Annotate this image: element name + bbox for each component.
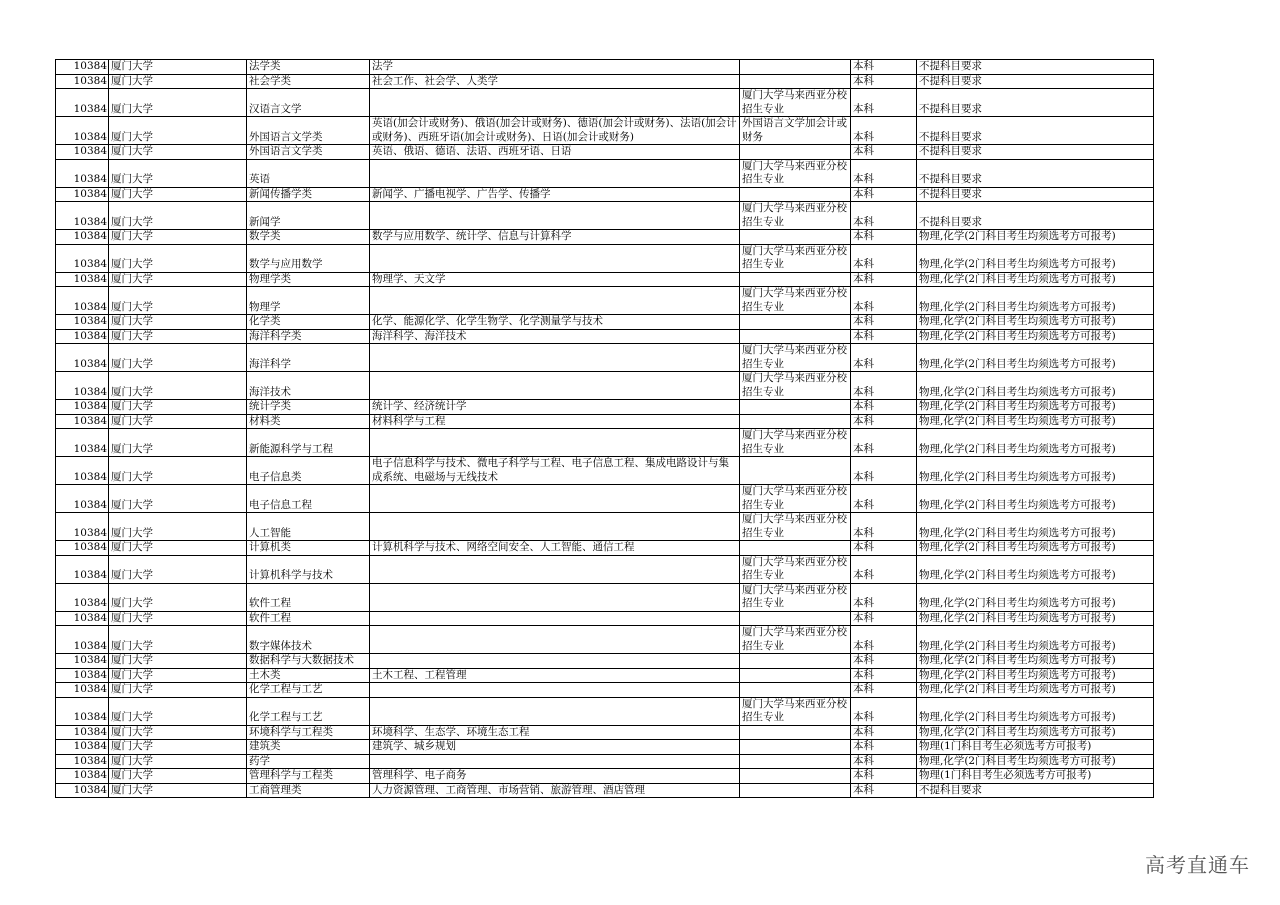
table-row — [56, 611, 1154, 626]
school-name-cell: 厦门大学 — [109, 457, 247, 485]
table-row — [56, 754, 1154, 769]
remarks-cell — [740, 230, 851, 245]
major-category-cell: 新闻传播学类 — [247, 187, 370, 202]
included-majors-cell — [370, 611, 740, 626]
major-category-cell: 外国语言文学类 — [247, 145, 370, 160]
remarks-cell: 厦门大学马来西亚分校招生专业 — [740, 202, 851, 230]
included-majors-cell: 电子信息科学与技术、微电子科学与工程、电子信息工程、集成电路设计与集成系统、电磁场与无线技术 — [370, 457, 740, 485]
school-name-cell: 厦门大学 — [109, 60, 247, 75]
school-name-cell: 厦门大学 — [109, 654, 247, 669]
table-row — [56, 287, 1154, 315]
included-majors-cell: 土木工程、工程管理 — [370, 668, 740, 683]
school-name-cell: 厦门大学 — [109, 513, 247, 541]
level-cell: 本科 — [851, 541, 917, 556]
school-name-cell: 厦门大学 — [109, 725, 247, 740]
school-code-cell: 10384 — [56, 429, 109, 457]
subject-requirement-cell: 不提科目要求 — [917, 117, 1154, 145]
level-cell: 本科 — [851, 754, 917, 769]
subject-requirement-cell: 物理,化学(2门科目考生均须选考方可报考) — [917, 754, 1154, 769]
level-cell: 本科 — [851, 89, 917, 117]
school-name-cell: 厦门大学 — [109, 583, 247, 611]
table-row — [56, 187, 1154, 202]
table-row — [56, 769, 1154, 784]
school-code-cell: 10384 — [56, 769, 109, 784]
school-name-cell: 厦门大学 — [109, 414, 247, 429]
major-category-cell: 数学类 — [247, 230, 370, 245]
school-code-cell: 10384 — [56, 329, 109, 344]
remarks-cell — [740, 145, 851, 160]
table-row — [56, 60, 1154, 75]
school-name-cell: 厦门大学 — [109, 159, 247, 187]
major-category-cell: 数字媒体技术 — [247, 626, 370, 654]
subject-requirement-cell: 物理,化学(2门科目考生均须选考方可报考) — [917, 429, 1154, 457]
table-row — [56, 315, 1154, 330]
level-cell: 本科 — [851, 60, 917, 75]
major-category-cell: 化学工程与工艺 — [247, 697, 370, 725]
school-code-cell: 10384 — [56, 754, 109, 769]
remarks-cell: 厦门大学马来西亚分校招生专业 — [740, 287, 851, 315]
school-name-cell: 厦门大学 — [109, 683, 247, 698]
included-majors-cell — [370, 626, 740, 654]
level-cell: 本科 — [851, 400, 917, 415]
subject-requirement-cell: 物理(1门科目考生必须选考方可报考) — [917, 740, 1154, 755]
table-row — [56, 740, 1154, 755]
subject-requirement-cell: 物理,化学(2门科目考生均须选考方可报考) — [917, 244, 1154, 272]
major-category-cell: 数据科学与大数据技术 — [247, 654, 370, 669]
school-code-cell: 10384 — [56, 159, 109, 187]
level-cell: 本科 — [851, 611, 917, 626]
included-majors-cell — [370, 583, 740, 611]
remarks-cell — [740, 60, 851, 75]
major-category-cell: 物理学 — [247, 287, 370, 315]
level-cell: 本科 — [851, 485, 917, 513]
subject-requirement-cell: 物理,化学(2门科目考生均须选考方可报考) — [917, 654, 1154, 669]
remarks-cell — [740, 668, 851, 683]
major-category-cell: 计算机类 — [247, 541, 370, 556]
included-majors-cell: 英语、俄语、德语、法语、西班牙语、日语 — [370, 145, 740, 160]
school-name-cell: 厦门大学 — [109, 541, 247, 556]
major-category-cell: 人工智能 — [247, 513, 370, 541]
school-code-cell: 10384 — [56, 626, 109, 654]
subject-requirement-cell: 物理,化学(2门科目考生均须选考方可报考) — [917, 611, 1154, 626]
school-name-cell: 厦门大学 — [109, 668, 247, 683]
remarks-cell — [740, 74, 851, 89]
table-row — [56, 400, 1154, 415]
school-code-cell: 10384 — [56, 555, 109, 583]
remarks-cell — [740, 611, 851, 626]
subject-requirement-cell: 物理,化学(2门科目考生均须选考方可报考) — [917, 513, 1154, 541]
included-majors-cell: 管理科学、电子商务 — [370, 769, 740, 784]
subject-requirement-cell: 物理,化学(2门科目考生均须选考方可报考) — [917, 697, 1154, 725]
school-name-cell: 厦门大学 — [109, 372, 247, 400]
level-cell: 本科 — [851, 457, 917, 485]
remarks-cell: 外国语言文学加会计或财务 — [740, 117, 851, 145]
table-row — [56, 329, 1154, 344]
school-code-cell: 10384 — [56, 117, 109, 145]
level-cell: 本科 — [851, 272, 917, 287]
included-majors-cell: 新闻学、广播电视学、广告学、传播学 — [370, 187, 740, 202]
school-code-cell: 10384 — [56, 583, 109, 611]
major-category-cell: 土木类 — [247, 668, 370, 683]
subject-requirement-cell: 不提科目要求 — [917, 60, 1154, 75]
subject-requirement-cell: 不提科目要求 — [917, 89, 1154, 117]
subject-requirement-cell: 物理,化学(2门科目考生均须选考方可报考) — [917, 400, 1154, 415]
remarks-cell: 厦门大学马来西亚分校招生专业 — [740, 697, 851, 725]
table-row — [56, 159, 1154, 187]
table-row — [56, 513, 1154, 541]
table-row — [56, 244, 1154, 272]
included-majors-cell — [370, 159, 740, 187]
included-majors-cell: 化学、能源化学、化学生物学、化学测量学与技术 — [370, 315, 740, 330]
remarks-cell — [740, 541, 851, 556]
table-row — [56, 697, 1154, 725]
major-category-cell: 化学类 — [247, 315, 370, 330]
included-majors-cell: 建筑学、城乡规划 — [370, 740, 740, 755]
school-name-cell: 厦门大学 — [109, 400, 247, 415]
major-category-cell: 物理学类 — [247, 272, 370, 287]
table-row — [56, 414, 1154, 429]
remarks-cell: 厦门大学马来西亚分校招生专业 — [740, 372, 851, 400]
table-row — [56, 725, 1154, 740]
school-code-cell: 10384 — [56, 145, 109, 160]
remarks-cell: 厦门大学马来西亚分校招生专业 — [740, 555, 851, 583]
school-name-cell: 厦门大学 — [109, 315, 247, 330]
subject-requirement-cell: 物理,化学(2门科目考生均须选考方可报考) — [917, 230, 1154, 245]
school-code-cell: 10384 — [56, 287, 109, 315]
table-row — [56, 145, 1154, 160]
major-category-cell: 环境科学与工程类 — [247, 725, 370, 740]
school-name-cell: 厦门大学 — [109, 344, 247, 372]
school-name-cell: 厦门大学 — [109, 429, 247, 457]
level-cell: 本科 — [851, 159, 917, 187]
school-name-cell: 厦门大学 — [109, 187, 247, 202]
major-category-cell: 新能源科学与工程 — [247, 429, 370, 457]
level-cell: 本科 — [851, 344, 917, 372]
school-name-cell: 厦门大学 — [109, 740, 247, 755]
major-category-cell: 材料类 — [247, 414, 370, 429]
major-category-cell: 软件工程 — [247, 611, 370, 626]
remarks-cell: 厦门大学马来西亚分校招生专业 — [740, 344, 851, 372]
school-name-cell: 厦门大学 — [109, 202, 247, 230]
major-category-cell: 药学 — [247, 754, 370, 769]
school-code-cell: 10384 — [56, 611, 109, 626]
subject-requirement-cell: 物理,化学(2门科目考生均须选考方可报考) — [917, 583, 1154, 611]
remarks-cell: 厦门大学马来西亚分校招生专业 — [740, 583, 851, 611]
major-category-cell: 数学与应用数学 — [247, 244, 370, 272]
table-row — [56, 654, 1154, 669]
included-majors-cell — [370, 683, 740, 698]
subject-requirement-cell: 不提科目要求 — [917, 74, 1154, 89]
remarks-cell — [740, 769, 851, 784]
major-category-cell: 统计学类 — [247, 400, 370, 415]
included-majors-cell — [370, 89, 740, 117]
table-row — [56, 668, 1154, 683]
school-name-cell: 厦门大学 — [109, 329, 247, 344]
table-row — [56, 457, 1154, 485]
school-code-cell: 10384 — [56, 202, 109, 230]
level-cell: 本科 — [851, 783, 917, 798]
remarks-cell: 厦门大学马来西亚分校招生专业 — [740, 513, 851, 541]
level-cell: 本科 — [851, 372, 917, 400]
school-code-cell: 10384 — [56, 783, 109, 798]
school-code-cell: 10384 — [56, 187, 109, 202]
major-category-cell: 电子信息工程 — [247, 485, 370, 513]
subject-requirement-cell: 物理,化学(2门科目考生均须选考方可报考) — [917, 485, 1154, 513]
table-row — [56, 783, 1154, 798]
level-cell: 本科 — [851, 117, 917, 145]
remarks-cell — [740, 725, 851, 740]
level-cell: 本科 — [851, 668, 917, 683]
remarks-cell: 厦门大学马来西亚分校招生专业 — [740, 626, 851, 654]
subject-requirement-cell: 物理,化学(2门科目考生均须选考方可报考) — [917, 414, 1154, 429]
school-code-cell: 10384 — [56, 244, 109, 272]
included-majors-cell — [370, 555, 740, 583]
level-cell: 本科 — [851, 315, 917, 330]
school-code-cell: 10384 — [56, 230, 109, 245]
remarks-cell — [740, 783, 851, 798]
table-row — [56, 117, 1154, 145]
table-row — [56, 485, 1154, 513]
included-majors-cell: 统计学、经济统计学 — [370, 400, 740, 415]
subject-requirement-cell: 不提科目要求 — [917, 145, 1154, 160]
table-row — [56, 683, 1154, 698]
school-code-cell: 10384 — [56, 89, 109, 117]
school-name-cell: 厦门大学 — [109, 697, 247, 725]
school-name-cell: 厦门大学 — [109, 485, 247, 513]
table-row — [56, 344, 1154, 372]
school-name-cell: 厦门大学 — [109, 611, 247, 626]
included-majors-cell: 环境科学、生态学、环境生态工程 — [370, 725, 740, 740]
subject-requirement-cell: 不提科目要求 — [917, 202, 1154, 230]
major-category-cell: 软件工程 — [247, 583, 370, 611]
level-cell: 本科 — [851, 654, 917, 669]
level-cell: 本科 — [851, 513, 917, 541]
school-code-cell: 10384 — [56, 457, 109, 485]
subject-requirement-cell: 物理,化学(2门科目考生均须选考方可报考) — [917, 626, 1154, 654]
included-majors-cell — [370, 372, 740, 400]
watermark-text: 高考直通车 — [1145, 853, 1250, 877]
school-name-cell: 厦门大学 — [109, 230, 247, 245]
major-category-cell: 建筑类 — [247, 740, 370, 755]
included-majors-cell: 数学与应用数学、统计学、信息与计算科学 — [370, 230, 740, 245]
level-cell: 本科 — [851, 769, 917, 784]
major-category-cell: 法学类 — [247, 60, 370, 75]
included-majors-cell — [370, 654, 740, 669]
remarks-cell — [740, 754, 851, 769]
school-code-cell: 10384 — [56, 414, 109, 429]
remarks-cell — [740, 315, 851, 330]
included-majors-cell — [370, 344, 740, 372]
school-name-cell: 厦门大学 — [109, 145, 247, 160]
school-code-cell: 10384 — [56, 315, 109, 330]
school-code-cell: 10384 — [56, 683, 109, 698]
subject-requirement-cell: 物理(1门科目考生必须选考方可报考) — [917, 769, 1154, 784]
subject-requirement-cell: 物理,化学(2门科目考生均须选考方可报考) — [917, 372, 1154, 400]
table-row — [56, 372, 1154, 400]
remarks-cell — [740, 654, 851, 669]
table-row — [56, 583, 1154, 611]
level-cell: 本科 — [851, 697, 917, 725]
included-majors-cell — [370, 513, 740, 541]
subject-requirement-cell: 物理,化学(2门科目考生均须选考方可报考) — [917, 315, 1154, 330]
included-majors-cell — [370, 244, 740, 272]
included-majors-cell: 人力资源管理、工商管理、市场营销、旅游管理、酒店管理 — [370, 783, 740, 798]
subject-requirement-cell: 物理,化学(2门科目考生均须选考方可报考) — [917, 541, 1154, 556]
level-cell: 本科 — [851, 626, 917, 654]
remarks-cell — [740, 414, 851, 429]
subject-requirement-cell: 不提科目要求 — [917, 159, 1154, 187]
subject-requirement-cell: 物理,化学(2门科目考生均须选考方可报考) — [917, 272, 1154, 287]
included-majors-cell: 海洋科学、海洋技术 — [370, 329, 740, 344]
school-name-cell: 厦门大学 — [109, 555, 247, 583]
major-category-cell: 管理科学与工程类 — [247, 769, 370, 784]
school-code-cell: 10384 — [56, 400, 109, 415]
remarks-cell: 厦门大学马来西亚分校招生专业 — [740, 159, 851, 187]
included-majors-cell: 法学 — [370, 60, 740, 75]
level-cell: 本科 — [851, 74, 917, 89]
level-cell: 本科 — [851, 230, 917, 245]
school-name-cell: 厦门大学 — [109, 783, 247, 798]
remarks-cell — [740, 400, 851, 415]
school-name-cell: 厦门大学 — [109, 769, 247, 784]
level-cell: 本科 — [851, 329, 917, 344]
school-name-cell: 厦门大学 — [109, 754, 247, 769]
table-row — [56, 626, 1154, 654]
table-row — [56, 541, 1154, 556]
included-majors-cell — [370, 485, 740, 513]
remarks-cell — [740, 683, 851, 698]
school-code-cell: 10384 — [56, 697, 109, 725]
included-majors-cell: 材料科学与工程 — [370, 414, 740, 429]
table-row — [56, 230, 1154, 245]
major-category-cell: 化学工程与工艺 — [247, 683, 370, 698]
subject-requirement-cell: 物理,化学(2门科目考生均须选考方可报考) — [917, 344, 1154, 372]
subject-requirement-cell: 物理,化学(2门科目考生均须选考方可报考) — [917, 725, 1154, 740]
school-name-cell: 厦门大学 — [109, 272, 247, 287]
school-code-cell: 10384 — [56, 60, 109, 75]
table-row — [56, 555, 1154, 583]
major-category-cell: 新闻学 — [247, 202, 370, 230]
major-category-cell: 外国语言文学类 — [247, 117, 370, 145]
table-row — [56, 74, 1154, 89]
remarks-cell: 厦门大学马来西亚分校招生专业 — [740, 485, 851, 513]
admission-table — [55, 59, 1154, 798]
included-majors-cell — [370, 287, 740, 315]
school-name-cell: 厦门大学 — [109, 74, 247, 89]
level-cell: 本科 — [851, 187, 917, 202]
level-cell: 本科 — [851, 555, 917, 583]
table-row — [56, 272, 1154, 287]
level-cell: 本科 — [851, 725, 917, 740]
included-majors-cell: 物理学、天文学 — [370, 272, 740, 287]
level-cell: 本科 — [851, 244, 917, 272]
included-majors-cell — [370, 754, 740, 769]
school-name-cell: 厦门大学 — [109, 117, 247, 145]
level-cell: 本科 — [851, 202, 917, 230]
remarks-cell — [740, 740, 851, 755]
included-majors-cell: 英语(加会计或财务)、俄语(加会计或财务)、德语(加会计或财务)、法语(加会计或财务)、西班牙语(加会计或财务)、日语(加会计或财务) — [370, 117, 740, 145]
included-majors-cell — [370, 202, 740, 230]
table-row — [56, 89, 1154, 117]
remarks-cell: 厦门大学马来西亚分校招生专业 — [740, 244, 851, 272]
major-category-cell: 海洋科学 — [247, 344, 370, 372]
major-category-cell: 海洋技术 — [247, 372, 370, 400]
school-name-cell: 厦门大学 — [109, 244, 247, 272]
table-row — [56, 202, 1154, 230]
subject-requirement-cell: 不提科目要求 — [917, 187, 1154, 202]
subject-requirement-cell: 物理,化学(2门科目考生均须选考方可报考) — [917, 329, 1154, 344]
included-majors-cell: 计算机科学与技术、网络空间安全、人工智能、通信工程 — [370, 541, 740, 556]
major-category-cell: 计算机科学与技术 — [247, 555, 370, 583]
school-code-cell: 10384 — [56, 541, 109, 556]
school-code-cell: 10384 — [56, 344, 109, 372]
subject-requirement-cell: 物理,化学(2门科目考生均须选考方可报考) — [917, 287, 1154, 315]
table-row — [56, 429, 1154, 457]
included-majors-cell — [370, 429, 740, 457]
school-code-cell: 10384 — [56, 485, 109, 513]
level-cell: 本科 — [851, 429, 917, 457]
subject-requirement-cell: 物理,化学(2门科目考生均须选考方可报考) — [917, 683, 1154, 698]
school-code-cell: 10384 — [56, 272, 109, 287]
school-code-cell: 10384 — [56, 513, 109, 541]
school-code-cell: 10384 — [56, 668, 109, 683]
major-category-cell: 汉语言文学 — [247, 89, 370, 117]
major-category-cell: 海洋科学类 — [247, 329, 370, 344]
subject-requirement-cell: 物理,化学(2门科目考生均须选考方可报考) — [917, 457, 1154, 485]
remarks-cell — [740, 457, 851, 485]
major-category-cell: 电子信息类 — [247, 457, 370, 485]
remarks-cell: 厦门大学马来西亚分校招生专业 — [740, 89, 851, 117]
school-code-cell: 10384 — [56, 740, 109, 755]
major-category-cell: 工商管理类 — [247, 783, 370, 798]
school-code-cell: 10384 — [56, 74, 109, 89]
remarks-cell — [740, 187, 851, 202]
level-cell: 本科 — [851, 287, 917, 315]
level-cell: 本科 — [851, 740, 917, 755]
school-code-cell: 10384 — [56, 372, 109, 400]
included-majors-cell — [370, 697, 740, 725]
school-name-cell: 厦门大学 — [109, 89, 247, 117]
included-majors-cell: 社会工作、社会学、人类学 — [370, 74, 740, 89]
school-code-cell: 10384 — [56, 725, 109, 740]
level-cell: 本科 — [851, 145, 917, 160]
subject-requirement-cell: 物理,化学(2门科目考生均须选考方可报考) — [917, 668, 1154, 683]
level-cell: 本科 — [851, 683, 917, 698]
level-cell: 本科 — [851, 414, 917, 429]
remarks-cell: 厦门大学马来西亚分校招生专业 — [740, 429, 851, 457]
major-category-cell: 社会学类 — [247, 74, 370, 89]
school-code-cell: 10384 — [56, 654, 109, 669]
subject-requirement-cell: 不提科目要求 — [917, 783, 1154, 798]
subject-requirement-cell: 物理,化学(2门科目考生均须选考方可报考) — [917, 555, 1154, 583]
remarks-cell — [740, 272, 851, 287]
major-category-cell: 英语 — [247, 159, 370, 187]
school-name-cell: 厦门大学 — [109, 287, 247, 315]
level-cell: 本科 — [851, 583, 917, 611]
remarks-cell — [740, 329, 851, 344]
school-name-cell: 厦门大学 — [109, 626, 247, 654]
